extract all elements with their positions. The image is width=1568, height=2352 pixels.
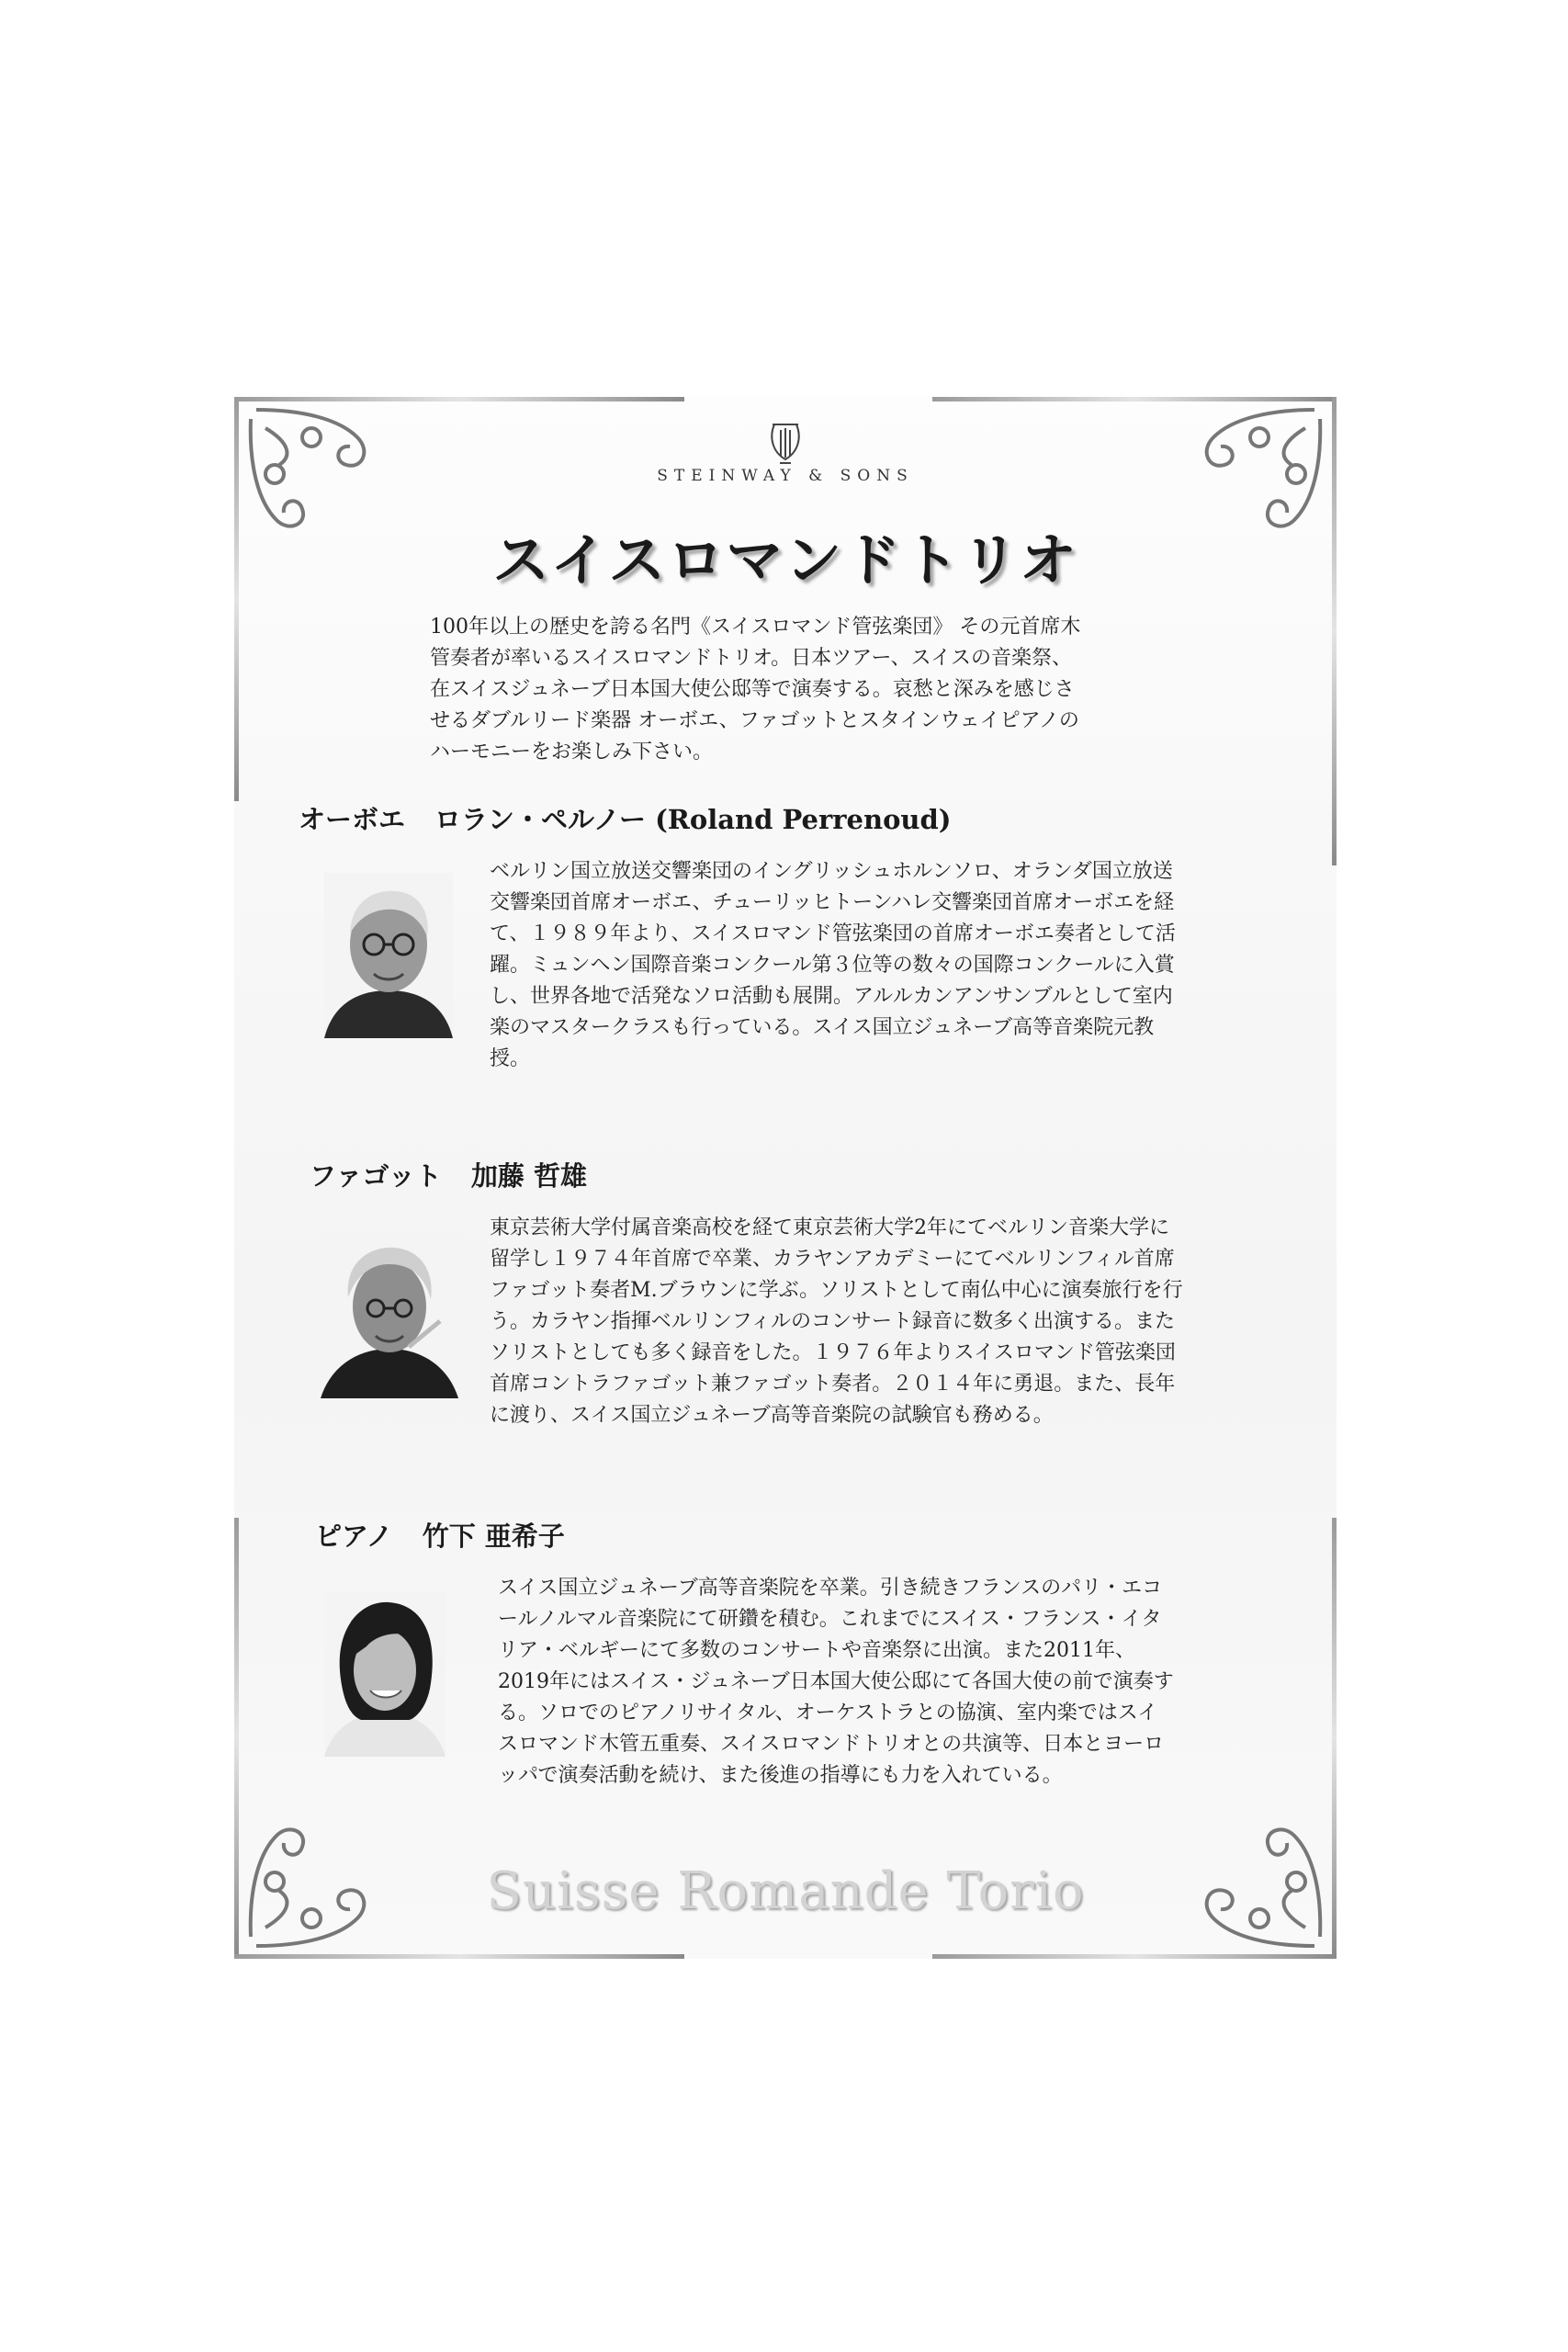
- brand-name: STEINWAY & SONS: [657, 467, 914, 485]
- bio-line: ベルリン国立放送交響楽団のイングリッシュホルンソロ、オランダ国立放送: [490, 860, 1173, 883]
- member-bio-bassoon: [490, 1213, 1183, 1431]
- intro-line: 100年以上の歴史を誇る名門《スイスロマンド管弦楽団》 その元首席木: [430, 616, 1081, 639]
- instrument-label: オーボエ: [299, 804, 406, 835]
- bio-line: 躍。ミュンヘン国際音楽コンクール第３位等の数々の国際コンクールに入賞: [490, 954, 1175, 977]
- bio-line: 交響楽団首席オーボエ、チューリッヒトーンハレ交響楽団首席オーボエを経: [490, 891, 1175, 914]
- instrument-label: ピアノ: [315, 1521, 393, 1552]
- bio-line: 楽のマスタークラスも行っている。スイス国立ジュネーブ高等音楽院元教: [490, 1016, 1155, 1039]
- member-heading-oboe: [299, 799, 952, 837]
- member-name: 竹下 亜希子: [422, 1521, 565, 1552]
- bio-line: う。カラヤン指揮ベルリンフィルのコンサート録音に数多く出演する。また: [490, 1310, 1176, 1333]
- bio-line: ールノルマル音楽院にて研鑽を積む。これまでにスイス・フランス・イタ: [498, 1608, 1162, 1631]
- intro-line: ハーモニーをお楽しみ下さい。: [430, 741, 714, 763]
- bio-line: 東京芸術大学付属音楽高校を経て東京芸術大学2年にてベルリン音楽大学に: [490, 1216, 1169, 1239]
- page-title: スイスロマンドトリオ: [492, 526, 1078, 594]
- intro-line: 管奏者が率いるスイスロマンドトリオ。日本ツアー、スイスの音楽祭、: [430, 647, 1072, 670]
- bio-line: し、世界各地で活発なソロ活動も展開。アルルカンアンサンブルとして室内: [490, 985, 1173, 1008]
- intro-line: せるダブルリード楽器 オーボエ、ファゴットとスタインウェイピアノの: [430, 709, 1079, 732]
- bio-line: ソリストとしても多く録音をした。１９７６年よりスイスロマンド管弦楽団: [490, 1341, 1176, 1364]
- bio-line: スイス国立ジュネーブ高等音楽院を卒業。引き続きフランスのパリ・エコ: [498, 1577, 1163, 1600]
- intro-text: [430, 612, 1165, 768]
- member-name: ロラン・ペルノー (Roland Perrenoud): [434, 804, 952, 835]
- member-photo-oboe: [324, 873, 453, 1038]
- instrument-label: ファゴット: [310, 1160, 442, 1192]
- member-photo-bassoon: [321, 1233, 458, 1398]
- member-heading-piano: [315, 1516, 565, 1554]
- member-bio-piano: [498, 1573, 1174, 1792]
- lyre-icon: [767, 419, 804, 467]
- member-bio-oboe: [490, 856, 1176, 1075]
- bio-line: 首席コントラファゴット兼ファゴット奏者。２０１４年に勇退。また、長年: [490, 1373, 1176, 1396]
- bio-line: に渡り、スイス国立ジュネーブ高等音楽院の試験官も務める。: [490, 1404, 1054, 1427]
- bio-line: 2019年にはスイス・ジュネーブ日本国大使公邸にて各国大使の前で演奏す: [498, 1670, 1174, 1693]
- footer-title: Suisse Romande Torio: [486, 1861, 1085, 1921]
- intro-line: 在スイスジュネーブ日本国大使公邸等で演奏する。哀愁と深みを感じさ: [430, 678, 1075, 701]
- member-photo-piano: [324, 1591, 446, 1757]
- flyer: [234, 397, 1337, 1959]
- bio-line: 留学し１９７４年首席で卒業、カラヤンアカデミーにてベルリンフィル首席: [490, 1248, 1175, 1271]
- bio-line: 授。: [490, 1047, 531, 1070]
- bio-line: ファゴット奏者M.ブラウンに学ぶ。ソリストとして南仏中心に演奏旅行を行: [490, 1279, 1183, 1302]
- bio-line: て、１９８９年より、スイスロマンド管弦楽団の首席オーボエ奏者として活: [490, 922, 1176, 945]
- bio-line: リア・ベルギーにて多数のコンサートや音楽祭に出演。また2011年、: [498, 1639, 1135, 1662]
- bio-line: スロマンド木管五重奏、スイスロマンドトリオとの共演等、日本とヨーロ: [498, 1733, 1165, 1756]
- member-heading-bassoon: [310, 1156, 587, 1193]
- bio-line: る。ソロでのピアノリサイタル、オーケストラとの協演、室内楽ではスイ: [498, 1702, 1158, 1724]
- member-name: 加藤 哲雄: [470, 1160, 587, 1192]
- bio-line: ッパで演奏活動を続け、また後進の指導にも力を入れている。: [498, 1764, 1063, 1787]
